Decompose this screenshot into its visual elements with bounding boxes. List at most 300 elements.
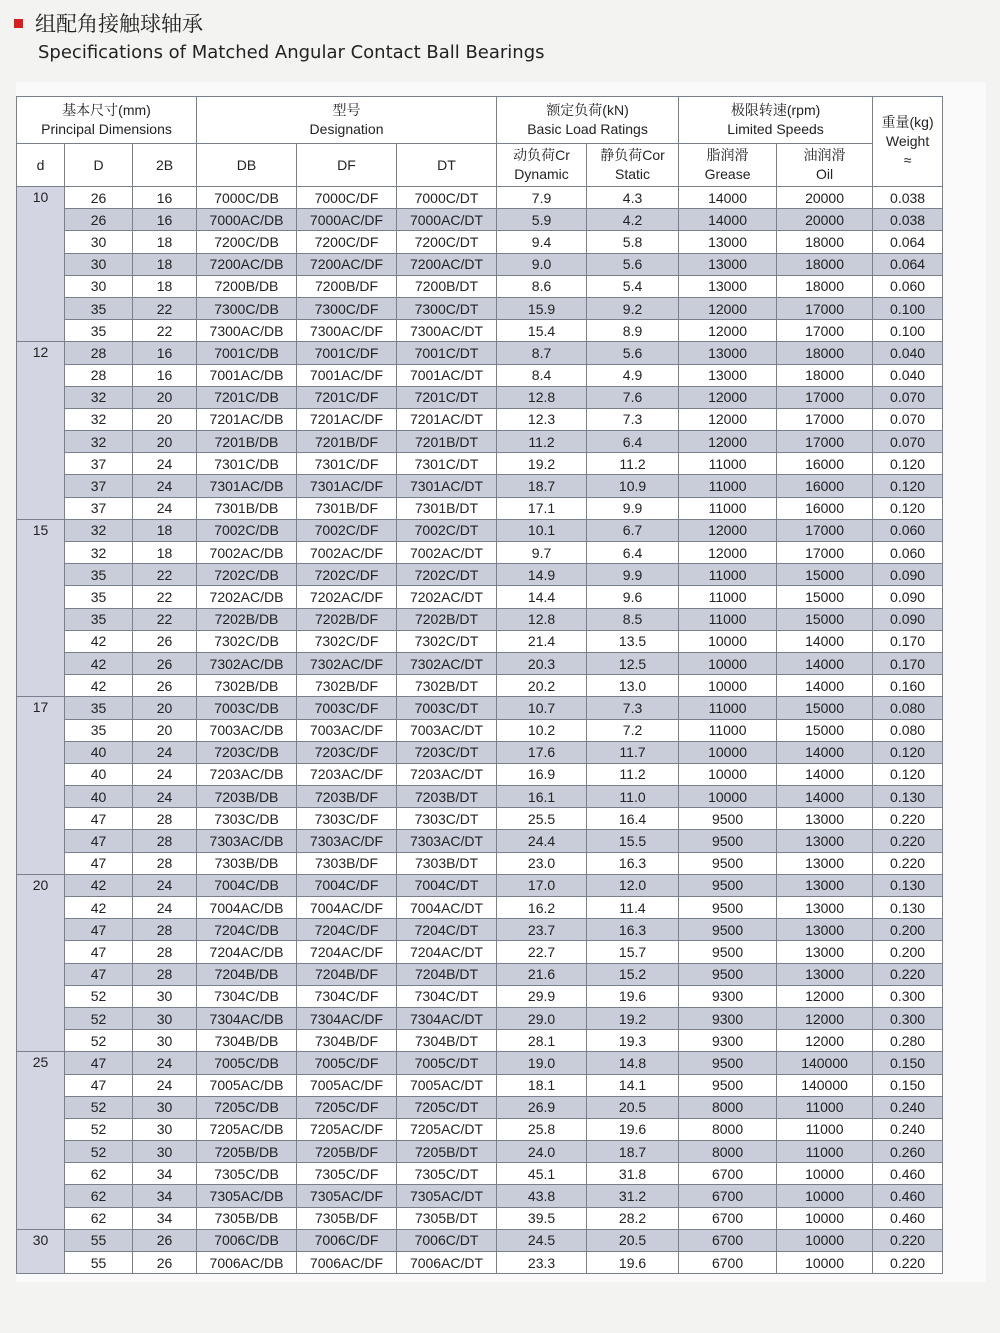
table-row [17, 564, 943, 586]
static-load-cell: 7.3 [587, 408, 679, 430]
table-row [17, 187, 943, 209]
static-load-cell: 4.3 [587, 187, 679, 209]
static-load-cell: 9.6 [587, 586, 679, 608]
table-row [17, 741, 943, 763]
title-chinese: 组配角接触球轴承 [35, 12, 203, 36]
dt-cell: 7300AC/DT [397, 320, 497, 342]
dynamic-load-cell: 39.5 [497, 1207, 587, 1229]
df-cell: 7301B/DF [297, 497, 397, 519]
table-row [17, 830, 943, 852]
weight-cell: 0.460 [873, 1163, 943, 1185]
dt-cell: 7002AC/DT [397, 542, 497, 564]
width-cell: 22 [133, 320, 197, 342]
table-row [17, 231, 943, 253]
static-load-cell: 5.8 [587, 231, 679, 253]
static-load-cell: 11.4 [587, 897, 679, 919]
table-row [17, 475, 943, 497]
weight-cell: 0.100 [873, 320, 943, 342]
header-width-2b: 2B [133, 144, 197, 187]
table-row [17, 297, 943, 319]
dt-cell: 7304C/DT [397, 985, 497, 1007]
oil-speed-cell: 13000 [777, 808, 873, 830]
static-load-cell: 31.8 [587, 1163, 679, 1185]
grease-speed-cell: 12000 [679, 386, 777, 408]
width-cell: 22 [133, 297, 197, 319]
bore-diameter-cell: 12 [17, 342, 65, 520]
dt-cell: 7000C/DT [397, 187, 497, 209]
weight-cell: 0.220 [873, 1252, 943, 1274]
oil-speed-cell: 15000 [777, 564, 873, 586]
oil-speed-cell: 10000 [777, 1163, 873, 1185]
oil-speed-cell: 13000 [777, 919, 873, 941]
db-cell: 7004C/DB [197, 874, 297, 896]
dt-cell: 7303AC/DT [397, 830, 497, 852]
db-cell: 7204B/DB [197, 963, 297, 985]
db-cell: 7203AC/DB [197, 763, 297, 785]
static-load-cell: 16.3 [587, 919, 679, 941]
title-block [14, 8, 545, 63]
db-cell: 7200AC/DB [197, 253, 297, 275]
weight-cell: 0.038 [873, 209, 943, 231]
weight-cell: 0.220 [873, 830, 943, 852]
static-load-cell: 7.6 [587, 386, 679, 408]
df-cell: 7000AC/DF [297, 209, 397, 231]
grease-speed-cell: 10000 [679, 675, 777, 697]
grease-speed-cell: 11000 [679, 564, 777, 586]
db-cell: 7201B/DB [197, 431, 297, 453]
outer-diameter-cell: 42 [65, 874, 133, 896]
dynamic-load-cell: 45.1 [497, 1163, 587, 1185]
weight-cell: 0.240 [873, 1118, 943, 1140]
df-cell: 7001C/DF [297, 342, 397, 364]
df-cell: 7202AC/DF [297, 586, 397, 608]
oil-speed-cell: 10000 [777, 1185, 873, 1207]
outer-diameter-cell: 30 [65, 231, 133, 253]
grease-speed-cell: 13000 [679, 275, 777, 297]
static-load-cell: 18.7 [587, 1141, 679, 1163]
width-cell: 34 [133, 1185, 197, 1207]
table-row [17, 1052, 943, 1074]
grease-speed-cell: 10000 [679, 652, 777, 674]
weight-cell: 0.300 [873, 1007, 943, 1029]
dynamic-load-cell: 18.7 [497, 475, 587, 497]
static-load-cell: 31.2 [587, 1185, 679, 1207]
grease-speed-cell: 11000 [679, 475, 777, 497]
width-cell: 16 [133, 364, 197, 386]
width-cell: 18 [133, 275, 197, 297]
width-cell: 20 [133, 697, 197, 719]
outer-diameter-cell: 30 [65, 275, 133, 297]
static-load-cell: 16.3 [587, 852, 679, 874]
oil-speed-cell: 17000 [777, 320, 873, 342]
outer-diameter-cell: 55 [65, 1229, 133, 1251]
outer-diameter-cell: 42 [65, 630, 133, 652]
static-load-cell: 12.0 [587, 874, 679, 896]
dynamic-load-cell: 23.7 [497, 919, 587, 941]
oil-speed-cell: 18000 [777, 342, 873, 364]
oil-speed-cell: 17000 [777, 542, 873, 564]
grease-speed-cell: 11000 [679, 719, 777, 741]
dt-cell: 7303B/DT [397, 852, 497, 874]
outer-diameter-cell: 30 [65, 253, 133, 275]
dt-cell: 7305B/DT [397, 1207, 497, 1229]
grease-speed-cell: 12000 [679, 408, 777, 430]
df-cell: 7304B/DF [297, 1030, 397, 1052]
db-cell: 7304C/DB [197, 985, 297, 1007]
outer-diameter-cell: 26 [65, 187, 133, 209]
header-db: DB [197, 144, 297, 187]
outer-diameter-cell: 40 [65, 763, 133, 785]
width-cell: 20 [133, 408, 197, 430]
width-cell: 22 [133, 586, 197, 608]
header-outer-diameter: D [65, 144, 133, 187]
table-row [17, 763, 943, 785]
width-cell: 30 [133, 1096, 197, 1118]
oil-speed-cell: 18000 [777, 275, 873, 297]
oil-speed-cell: 15000 [777, 719, 873, 741]
weight-cell: 0.040 [873, 342, 943, 364]
width-cell: 30 [133, 1007, 197, 1029]
weight-cell: 0.130 [873, 874, 943, 896]
width-cell: 18 [133, 231, 197, 253]
table-row [17, 364, 943, 386]
outer-diameter-cell: 32 [65, 386, 133, 408]
table-row [17, 1163, 943, 1185]
outer-diameter-cell: 40 [65, 786, 133, 808]
table-row [17, 919, 943, 941]
title-english: Specifications of Matched Angular Contact Ball Bearings [38, 42, 545, 63]
oil-speed-cell: 140000 [777, 1052, 873, 1074]
df-cell: 7200B/DF [297, 275, 397, 297]
weight-cell: 0.280 [873, 1030, 943, 1052]
width-cell: 18 [133, 542, 197, 564]
db-cell: 7202AC/DB [197, 586, 297, 608]
static-load-cell: 9.2 [587, 297, 679, 319]
width-cell: 20 [133, 431, 197, 453]
static-load-cell: 28.2 [587, 1207, 679, 1229]
dynamic-load-cell: 43.8 [497, 1185, 587, 1207]
grease-speed-cell: 11000 [679, 497, 777, 519]
outer-diameter-cell: 47 [65, 963, 133, 985]
oil-speed-cell: 15000 [777, 586, 873, 608]
width-cell: 26 [133, 675, 197, 697]
db-cell: 7002C/DB [197, 519, 297, 541]
grease-speed-cell: 6700 [679, 1207, 777, 1229]
oil-speed-cell: 18000 [777, 364, 873, 386]
weight-cell: 0.070 [873, 386, 943, 408]
bore-diameter-cell: 15 [17, 519, 65, 697]
static-load-cell: 20.5 [587, 1096, 679, 1118]
oil-speed-cell: 10000 [777, 1207, 873, 1229]
header-d: d [17, 144, 65, 187]
dt-cell: 7203C/DT [397, 741, 497, 763]
dt-cell: 7301C/DT [397, 453, 497, 475]
db-cell: 7304B/DB [197, 1030, 297, 1052]
header-basic-load-ratings: 额定负荷(kN) Basic Load Ratings [497, 97, 679, 144]
outer-diameter-cell: 26 [65, 209, 133, 231]
weight-cell: 0.460 [873, 1207, 943, 1229]
width-cell: 28 [133, 808, 197, 830]
width-cell: 24 [133, 786, 197, 808]
df-cell: 7205C/DF [297, 1096, 397, 1118]
db-cell: 7004AC/DB [197, 897, 297, 919]
header-weight: 重量(kg) Weight ≈ [873, 97, 943, 187]
weight-cell: 0.220 [873, 852, 943, 874]
oil-speed-cell: 10000 [777, 1252, 873, 1274]
dynamic-load-cell: 21.6 [497, 963, 587, 985]
grease-speed-cell: 14000 [679, 187, 777, 209]
df-cell: 7300C/DF [297, 297, 397, 319]
grease-speed-cell: 8000 [679, 1118, 777, 1140]
table-row [17, 586, 943, 608]
red-square-icon [14, 19, 23, 28]
df-cell: 7001AC/DF [297, 364, 397, 386]
df-cell: 7304C/DF [297, 985, 397, 1007]
dynamic-load-cell: 19.0 [497, 1052, 587, 1074]
grease-speed-cell: 11000 [679, 608, 777, 630]
width-cell: 24 [133, 453, 197, 475]
oil-speed-cell: 14000 [777, 741, 873, 763]
grease-speed-cell: 11000 [679, 586, 777, 608]
oil-speed-cell: 11000 [777, 1096, 873, 1118]
table-row [17, 253, 943, 275]
dynamic-load-cell: 9.0 [497, 253, 587, 275]
table-row [17, 1118, 943, 1140]
outer-diameter-cell: 35 [65, 320, 133, 342]
static-load-cell: 14.1 [587, 1074, 679, 1096]
header-principal-dimensions: 基本尺寸(mm) Principal Dimensions [17, 97, 197, 144]
df-cell: 7003AC/DF [297, 719, 397, 741]
grease-speed-cell: 11000 [679, 453, 777, 475]
width-cell: 22 [133, 608, 197, 630]
weight-cell: 0.170 [873, 652, 943, 674]
dynamic-load-cell: 14.9 [497, 564, 587, 586]
grease-speed-cell: 9500 [679, 1074, 777, 1096]
dynamic-load-cell: 11.2 [497, 431, 587, 453]
weight-cell: 0.170 [873, 630, 943, 652]
oil-speed-cell: 13000 [777, 874, 873, 896]
grease-speed-cell: 8000 [679, 1141, 777, 1163]
width-cell: 18 [133, 253, 197, 275]
df-cell: 7203B/DF [297, 786, 397, 808]
width-cell: 28 [133, 852, 197, 874]
dynamic-load-cell: 12.8 [497, 608, 587, 630]
dynamic-load-cell: 25.5 [497, 808, 587, 830]
width-cell: 30 [133, 1118, 197, 1140]
dynamic-load-cell: 24.4 [497, 830, 587, 852]
df-cell: 7200AC/DF [297, 253, 397, 275]
oil-speed-cell: 14000 [777, 786, 873, 808]
table-row [17, 1185, 943, 1207]
width-cell: 24 [133, 874, 197, 896]
db-cell: 7203C/DB [197, 741, 297, 763]
bore-diameter-cell: 30 [17, 1229, 65, 1273]
df-cell: 7303C/DF [297, 808, 397, 830]
oil-speed-cell: 13000 [777, 852, 873, 874]
dt-cell: 7201B/DT [397, 431, 497, 453]
header-grease: 脂润滑 Grease [679, 144, 777, 187]
grease-speed-cell: 13000 [679, 364, 777, 386]
table-row [17, 963, 943, 985]
weight-cell: 0.150 [873, 1052, 943, 1074]
static-load-cell: 11.2 [587, 453, 679, 475]
weight-cell: 0.120 [873, 453, 943, 475]
header-dt: DT [397, 144, 497, 187]
dt-cell: 7005AC/DT [397, 1074, 497, 1096]
oil-speed-cell: 140000 [777, 1074, 873, 1096]
table-row [17, 431, 943, 453]
oil-speed-cell: 18000 [777, 231, 873, 253]
grease-speed-cell: 12000 [679, 542, 777, 564]
db-cell: 7304AC/DB [197, 1007, 297, 1029]
static-load-cell: 9.9 [587, 497, 679, 519]
dt-cell: 7204AC/DT [397, 941, 497, 963]
oil-speed-cell: 14000 [777, 652, 873, 674]
db-cell: 7201AC/DB [197, 408, 297, 430]
table-row [17, 985, 943, 1007]
oil-speed-cell: 18000 [777, 253, 873, 275]
width-cell: 16 [133, 342, 197, 364]
df-cell: 7002C/DF [297, 519, 397, 541]
dynamic-load-cell: 10.7 [497, 697, 587, 719]
outer-diameter-cell: 52 [65, 1030, 133, 1052]
dynamic-load-cell: 29.0 [497, 1007, 587, 1029]
df-cell: 7204B/DF [297, 963, 397, 985]
width-cell: 20 [133, 719, 197, 741]
df-cell: 7201B/DF [297, 431, 397, 453]
outer-diameter-cell: 35 [65, 608, 133, 630]
dynamic-load-cell: 8.7 [497, 342, 587, 364]
dt-cell: 7303C/DT [397, 808, 497, 830]
grease-speed-cell: 10000 [679, 630, 777, 652]
outer-diameter-cell: 37 [65, 497, 133, 519]
table-row [17, 1096, 943, 1118]
df-cell: 7201AC/DF [297, 408, 397, 430]
dynamic-load-cell: 23.3 [497, 1252, 587, 1274]
static-load-cell: 6.4 [587, 542, 679, 564]
db-cell: 7003AC/DB [197, 719, 297, 741]
grease-speed-cell: 13000 [679, 231, 777, 253]
db-cell: 7200B/DB [197, 275, 297, 297]
df-cell: 7205AC/DF [297, 1118, 397, 1140]
width-cell: 24 [133, 1052, 197, 1074]
db-cell: 7001C/DB [197, 342, 297, 364]
oil-speed-cell: 13000 [777, 897, 873, 919]
db-cell: 7300AC/DB [197, 320, 297, 342]
dynamic-load-cell: 8.4 [497, 364, 587, 386]
dt-cell: 7001C/DT [397, 342, 497, 364]
width-cell: 28 [133, 963, 197, 985]
outer-diameter-cell: 55 [65, 1252, 133, 1274]
static-load-cell: 14.8 [587, 1052, 679, 1074]
grease-speed-cell: 12000 [679, 519, 777, 541]
df-cell: 7005AC/DF [297, 1074, 397, 1096]
width-cell: 28 [133, 919, 197, 941]
df-cell: 7303B/DF [297, 852, 397, 874]
dynamic-load-cell: 14.4 [497, 586, 587, 608]
outer-diameter-cell: 32 [65, 542, 133, 564]
grease-speed-cell: 10000 [679, 763, 777, 785]
width-cell: 24 [133, 497, 197, 519]
width-cell: 28 [133, 830, 197, 852]
oil-speed-cell: 11000 [777, 1118, 873, 1140]
table-header [17, 97, 943, 187]
dynamic-load-cell: 16.1 [497, 786, 587, 808]
grease-speed-cell: 13000 [679, 253, 777, 275]
width-cell: 28 [133, 941, 197, 963]
static-load-cell: 15.2 [587, 963, 679, 985]
db-cell: 7202C/DB [197, 564, 297, 586]
weight-cell: 0.300 [873, 985, 943, 1007]
df-cell: 7301AC/DF [297, 475, 397, 497]
static-load-cell: 9.9 [587, 564, 679, 586]
df-cell: 7006AC/DF [297, 1252, 397, 1274]
static-load-cell: 11.0 [587, 786, 679, 808]
table-row [17, 408, 943, 430]
dt-cell: 7000AC/DT [397, 209, 497, 231]
outer-diameter-cell: 62 [65, 1185, 133, 1207]
grease-speed-cell: 11000 [679, 697, 777, 719]
dt-cell: 7002C/DT [397, 519, 497, 541]
header-df: DF [297, 144, 397, 187]
dt-cell: 7304B/DT [397, 1030, 497, 1052]
outer-diameter-cell: 32 [65, 519, 133, 541]
weight-cell: 0.130 [873, 786, 943, 808]
oil-speed-cell: 16000 [777, 475, 873, 497]
db-cell: 7302C/DB [197, 630, 297, 652]
static-load-cell: 6.4 [587, 431, 679, 453]
dt-cell: 7205B/DT [397, 1141, 497, 1163]
width-cell: 24 [133, 1074, 197, 1096]
dynamic-load-cell: 20.2 [497, 675, 587, 697]
dynamic-load-cell: 28.1 [497, 1030, 587, 1052]
dynamic-load-cell: 29.9 [497, 985, 587, 1007]
width-cell: 30 [133, 1141, 197, 1163]
outer-diameter-cell: 28 [65, 364, 133, 386]
table-row [17, 630, 943, 652]
static-load-cell: 19.2 [587, 1007, 679, 1029]
static-load-cell: 12.5 [587, 652, 679, 674]
dt-cell: 7004C/DT [397, 874, 497, 896]
df-cell: 7006C/DF [297, 1229, 397, 1251]
dt-cell: 7204C/DT [397, 919, 497, 941]
oil-speed-cell: 15000 [777, 697, 873, 719]
weight-cell: 0.220 [873, 1229, 943, 1251]
dt-cell: 7006C/DT [397, 1229, 497, 1251]
table-body [17, 187, 943, 1274]
outer-diameter-cell: 47 [65, 941, 133, 963]
db-cell: 7305B/DB [197, 1207, 297, 1229]
grease-speed-cell: 12000 [679, 297, 777, 319]
oil-speed-cell: 17000 [777, 431, 873, 453]
table-row [17, 519, 943, 541]
static-load-cell: 5.6 [587, 253, 679, 275]
table-row [17, 1141, 943, 1163]
weight-cell: 0.200 [873, 941, 943, 963]
table-row [17, 209, 943, 231]
grease-speed-cell: 6700 [679, 1252, 777, 1274]
outer-diameter-cell: 47 [65, 1074, 133, 1096]
weight-cell: 0.460 [873, 1185, 943, 1207]
oil-speed-cell: 14000 [777, 763, 873, 785]
table-row [17, 808, 943, 830]
oil-speed-cell: 20000 [777, 187, 873, 209]
oil-speed-cell: 15000 [777, 608, 873, 630]
grease-speed-cell: 6700 [679, 1185, 777, 1207]
static-load-cell: 5.4 [587, 275, 679, 297]
weight-cell: 0.064 [873, 253, 943, 275]
width-cell: 30 [133, 985, 197, 1007]
